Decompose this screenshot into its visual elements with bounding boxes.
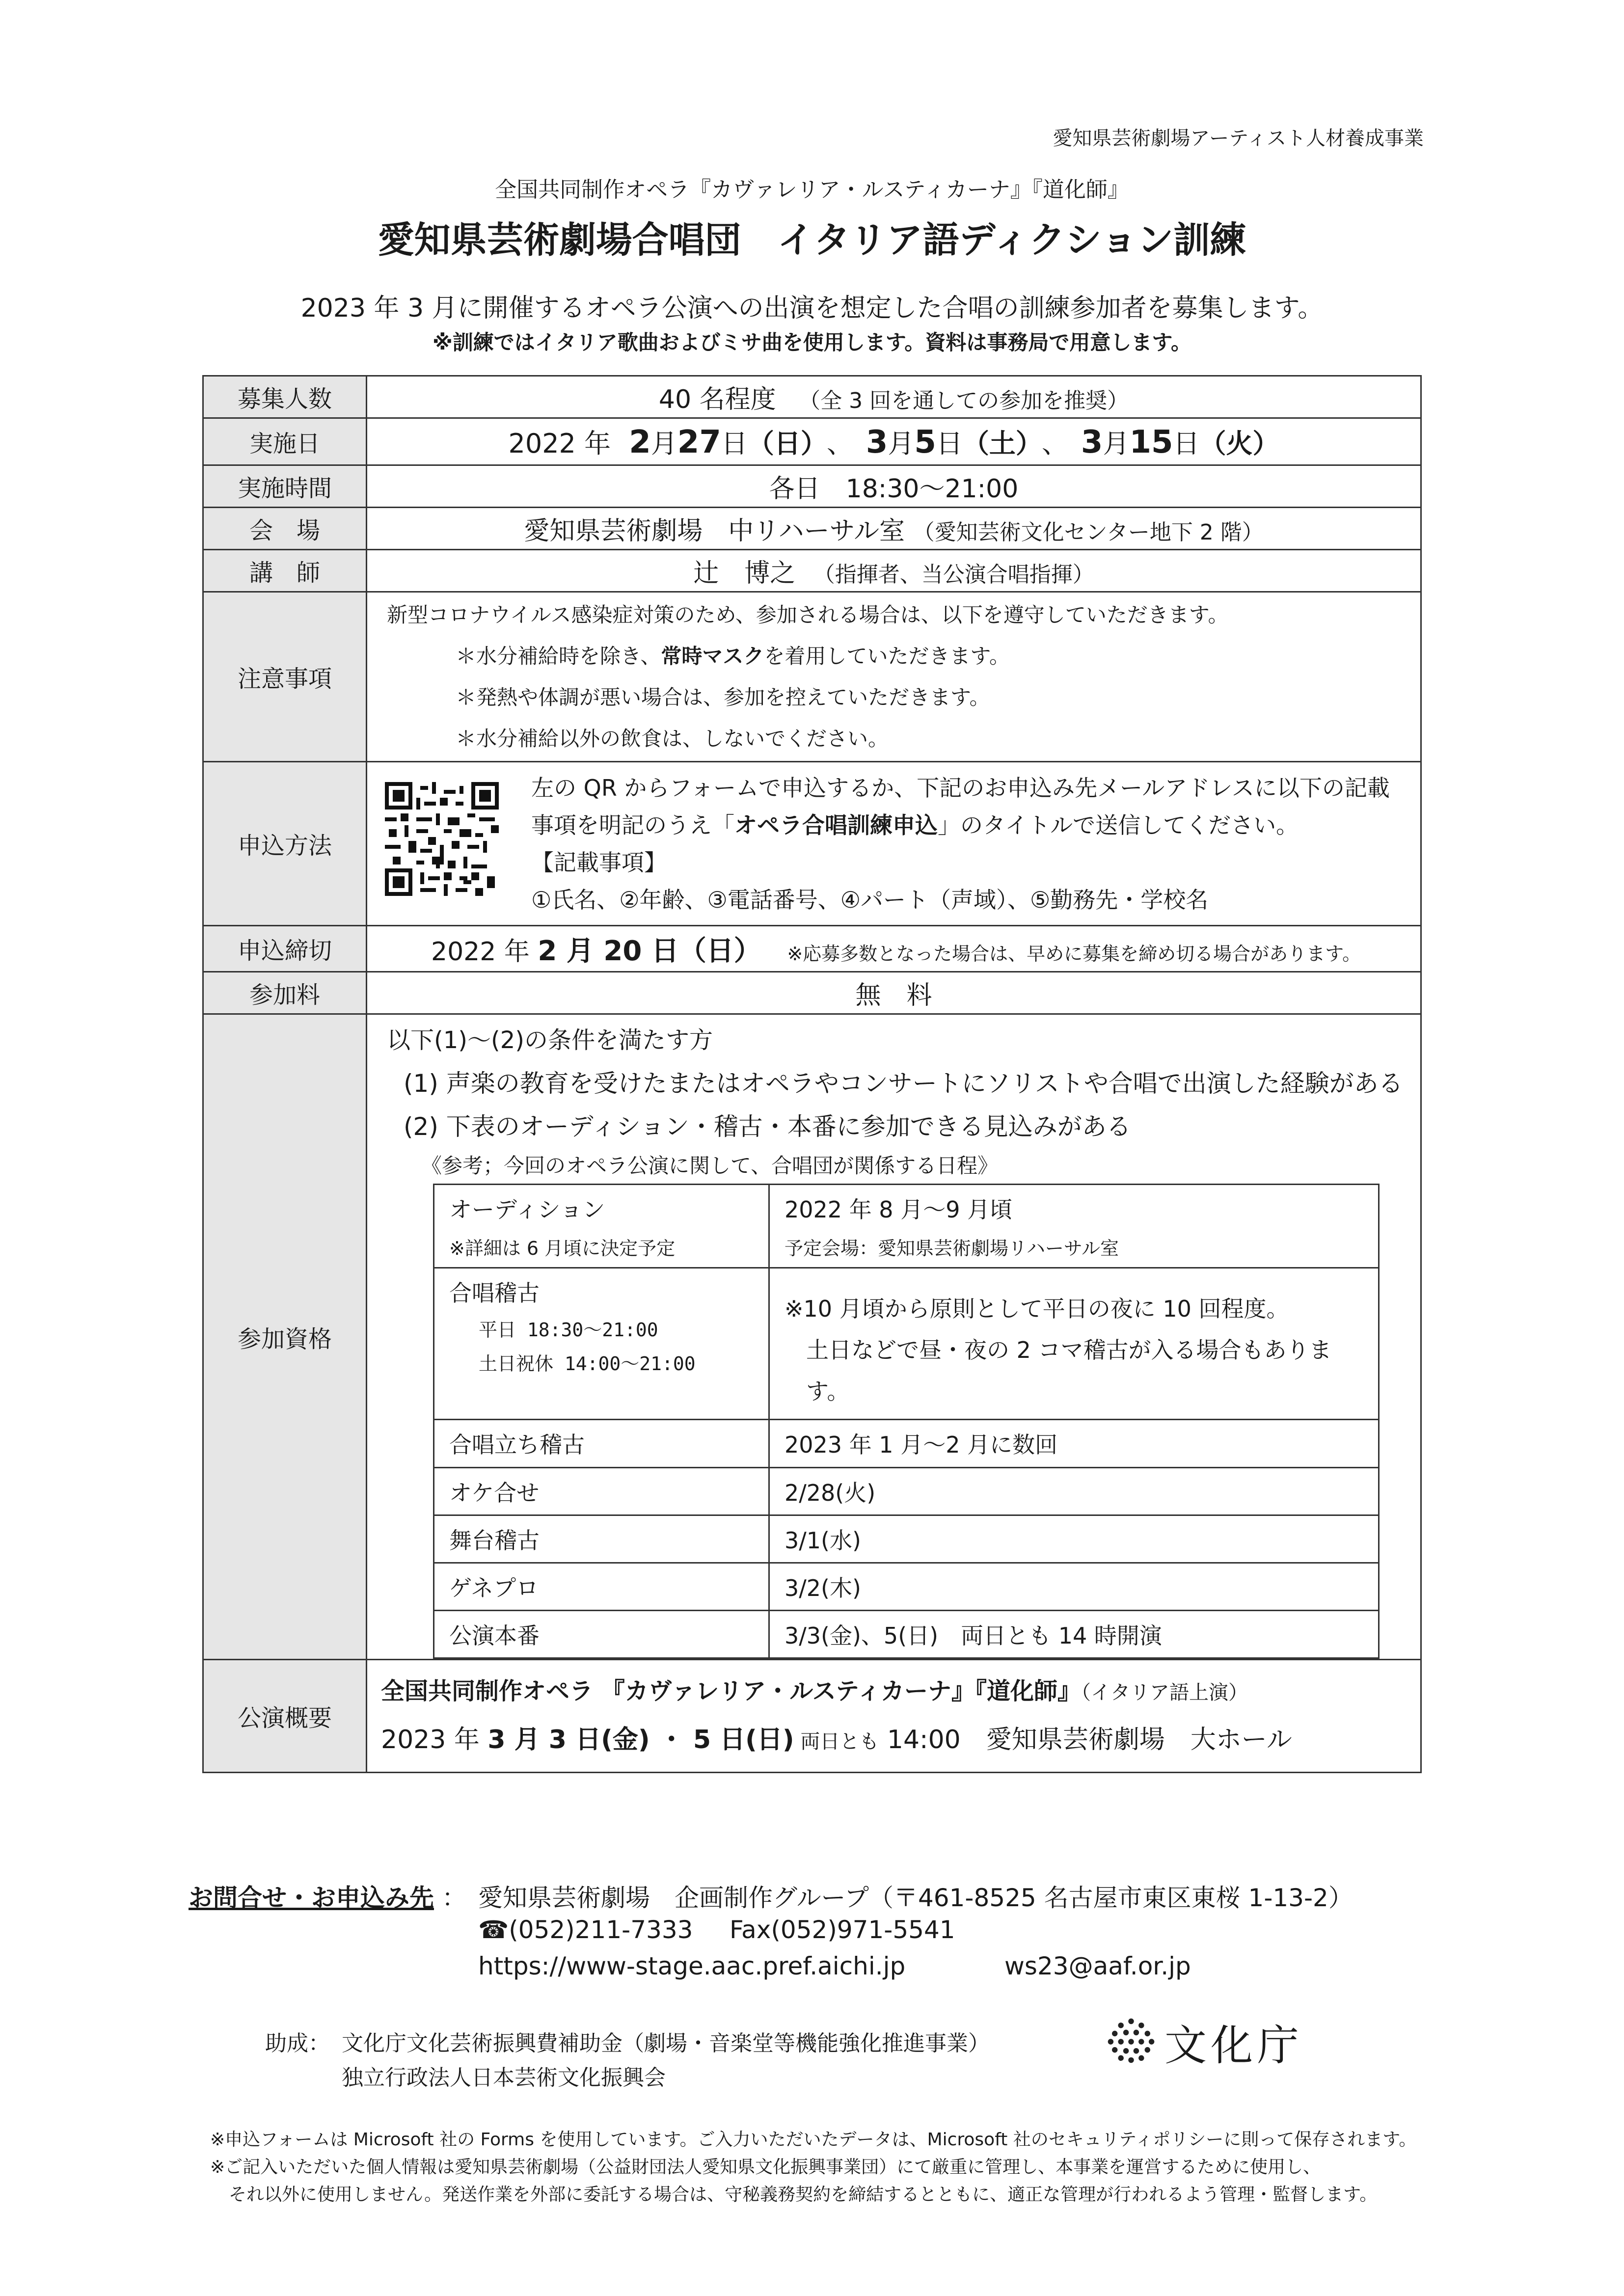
date-separator: 、 bbox=[1041, 428, 1068, 459]
footnote-privacy-1: ※ご記入いただいた個人情報は愛知県芸術劇場（公益財団法人愛知県文化振興事業団）にて厳重に管理し、本事業を運営するために使用し、 bbox=[210, 2157, 1321, 2177]
schedule-name: オーディション bbox=[449, 1196, 605, 1223]
date1-weekday: （日） bbox=[747, 428, 814, 459]
day-unit: 日 bbox=[936, 428, 963, 459]
schedule-name-cell bbox=[434, 1185, 769, 1268]
schedule-row bbox=[434, 1563, 1379, 1611]
contact-label: お問合せ・お申込み先 bbox=[189, 1884, 434, 1912]
schedule-name: 公演本番 bbox=[449, 1622, 540, 1649]
schedule-detail-cell bbox=[769, 1468, 1379, 1515]
row-apply bbox=[203, 762, 1421, 926]
date2-weekday: （土） bbox=[962, 428, 1029, 459]
bunkacho-logo bbox=[1106, 2015, 1303, 2069]
date1-month: 2 bbox=[629, 424, 651, 460]
schedule-row bbox=[434, 1185, 1379, 1268]
contact-url-link[interactable]: https://www-stage.aac.pref.aichi.jp bbox=[478, 1952, 906, 1980]
date3-day: 15 bbox=[1129, 424, 1173, 460]
footnote-forms: ※申込フォームは Microsoft 社の Forms を使用しています。ご入力いただいたデータは、Microsoft 社のセキュリティポリシーに則って保存されます。 bbox=[210, 2130, 1417, 2150]
date1-day: 27 bbox=[677, 424, 721, 460]
bunkacho-logo-icon bbox=[1106, 2016, 1157, 2067]
schedule-sub: ※詳細は 6 月頃に決定予定 bbox=[449, 1238, 676, 1259]
schedule-detail-sub: 予定会場：愛知県芸術劇場リハーサル室 bbox=[785, 1238, 1119, 1259]
schedule-name-cell bbox=[434, 1420, 769, 1468]
schedule-name-cell bbox=[434, 1515, 769, 1563]
label-qualify: 参加資格 bbox=[203, 1014, 367, 1660]
row-qualify bbox=[203, 1014, 1421, 1660]
schedule-name-cell bbox=[434, 1611, 769, 1658]
summary-date-line bbox=[381, 1716, 1420, 1765]
schedule-row bbox=[434, 1515, 1379, 1563]
schedule-row bbox=[434, 1420, 1379, 1468]
schedule-detail: 3/3(金)、5(日) 両日とも 14 時開演 bbox=[785, 1622, 1162, 1649]
schedule-detail-cell bbox=[769, 1420, 1379, 1468]
page-title: 愛知県芸術劇場合唱団 イタリア語ディクション訓練 bbox=[378, 219, 1246, 261]
summary-time-venue: 14:00 愛知県芸術劇場 大ホール bbox=[879, 1725, 1292, 1755]
schedule-detail-cell bbox=[769, 1515, 1379, 1563]
caution-item-eating: ＊水分補給以外の飲食は、しないでください。 bbox=[456, 726, 889, 751]
row-caution bbox=[203, 592, 1421, 762]
schedule-name-cell bbox=[434, 1563, 769, 1611]
caution-intro: 新型コロナウイルス感染症対策のため、参加される場合は、以下を遵守していただきます。 bbox=[387, 602, 1229, 627]
contact-fax: Fax(052)971-5541 bbox=[730, 1916, 955, 1944]
recruit-count: 40 名程度 bbox=[658, 385, 776, 414]
row-dates bbox=[203, 418, 1421, 465]
row-venue bbox=[203, 508, 1421, 550]
summary-dates: 3 月 3 日(金) ・ 5 日(日) bbox=[487, 1725, 794, 1755]
day-unit: 日 bbox=[721, 428, 748, 459]
dates-year: 2022 年 bbox=[508, 428, 611, 459]
schedule-name-cell bbox=[434, 1468, 769, 1515]
label-venue: 会 場 bbox=[203, 508, 367, 550]
recruit-note: （全 3 回を通しての参加を推奨） bbox=[799, 388, 1129, 413]
support-line-1: 文化庁文化芸術振興費補助金（劇場・音楽堂等機能強化推進事業） bbox=[342, 2031, 990, 2056]
row-fee bbox=[203, 972, 1421, 1014]
summary-title: 全国共同制作オペラ 『カヴァレリア・ルスティカーナ』『道化師』 bbox=[381, 1677, 1081, 1705]
summary-both-days: 両日とも bbox=[794, 1730, 879, 1753]
month-unit: 月 bbox=[1103, 428, 1130, 459]
apply-line-2 bbox=[531, 807, 1420, 844]
schedule-row bbox=[434, 1611, 1379, 1658]
schedule-detail: 3/2(木) bbox=[785, 1575, 861, 1601]
intro-note: ※訓練ではイタリア歌曲およびミサ曲を使用します。資料は事務局で用意します。 bbox=[432, 330, 1192, 354]
qualify-intro: 以下(1)～(2)の条件を満たす方 bbox=[387, 1026, 713, 1054]
row-instructor bbox=[203, 550, 1421, 592]
schedule-detail: 2023 年 1 月～2 月に数回 bbox=[785, 1432, 1058, 1458]
schedule-detail: 2022 年 8 月～9 月頃 bbox=[785, 1196, 1013, 1223]
apply-line-2-prefix: 事項を明記のうえ「 bbox=[531, 811, 734, 838]
schedule-reference: 《参考；今回のオペラ公演に関して、合唱団が関係する日程》 bbox=[421, 1154, 999, 1178]
row-time bbox=[203, 465, 1421, 508]
summary-title-note: （イタリア語上演） bbox=[1081, 1681, 1248, 1704]
caution-mask-emphasis: 常時マスク bbox=[661, 644, 764, 668]
apply-items: ①氏名、②年齢、③電話番号、④パート（声域）、⑤勤務先・学校名 bbox=[531, 886, 1209, 913]
date3-weekday: （火） bbox=[1199, 428, 1279, 459]
date2-day: 5 bbox=[914, 424, 936, 460]
label-time: 実施時間 bbox=[203, 465, 367, 508]
caution-mask-suffix: を着用していただきます。 bbox=[764, 644, 1010, 668]
qr-code-icon[interactable] bbox=[385, 782, 499, 896]
date-separator: 、 bbox=[826, 428, 853, 459]
info-table bbox=[202, 375, 1422, 1773]
opera-subtitle: 全国共同制作オペラ『カヴァレリア・ルスティカーナ』『道化師』 bbox=[495, 177, 1129, 202]
value-dates bbox=[367, 418, 1421, 465]
caution-item-mask bbox=[387, 636, 1420, 677]
label-caution: 注意事項 bbox=[203, 592, 367, 762]
contact-email-link[interactable]: ws23@aaf.or.jp bbox=[1004, 1952, 1191, 1980]
schedule-detail-cell bbox=[769, 1611, 1379, 1658]
label-dates: 実施日 bbox=[203, 418, 367, 465]
value-recruit bbox=[367, 376, 1421, 418]
month-unit: 月 bbox=[650, 428, 677, 459]
apply-line-1: 左の QR からフォームで申込するか、下記のお申込み先メールアドレスに以下の記載 bbox=[531, 774, 1390, 801]
caution-mask-prefix: ＊水分補給時を除き、 bbox=[456, 644, 661, 668]
contact-phone[interactable]: ☎(052)211-7333 bbox=[478, 1916, 693, 1944]
value-fee: 無 料 bbox=[367, 972, 1421, 1014]
venue-note: （愛知芸術文化センター地下 2 階） bbox=[913, 520, 1264, 545]
label-fee: 参加料 bbox=[203, 972, 367, 1014]
value-qualify bbox=[367, 1014, 1421, 1660]
summary-title-line bbox=[381, 1667, 1420, 1716]
schedule-detail-cell bbox=[769, 1185, 1379, 1268]
schedule-name: 合唱立ち稽古 bbox=[449, 1432, 585, 1458]
deadline-date: 2 月 20 日（日） bbox=[538, 935, 761, 967]
intro-text: 2023 年 3 月に開催するオペラ公演への出演を想定した合唱の訓練参加者を募集します。 bbox=[300, 294, 1324, 323]
label-summary: 公演概要 bbox=[203, 1660, 367, 1773]
value-venue bbox=[367, 508, 1421, 550]
month-unit: 月 bbox=[888, 428, 915, 459]
value-deadline bbox=[367, 926, 1421, 972]
date3-month: 3 bbox=[1081, 424, 1103, 460]
venue-name: 愛知県芸術劇場 中リハーサル室 bbox=[524, 516, 905, 546]
label-deadline: 申込締切 bbox=[203, 926, 367, 972]
date2-month: 3 bbox=[866, 424, 888, 460]
value-apply bbox=[367, 762, 1421, 926]
schedule-name: 舞台稽古 bbox=[449, 1527, 540, 1554]
deadline-year: 2022 年 bbox=[431, 937, 530, 967]
row-summary bbox=[203, 1660, 1421, 1773]
footnote-privacy-2: それ以外に使用しません。発送作業を外部に委託する場合は、守秘義務契約を締結するとともに、適正な管理が行われるよう管理・監督します。 bbox=[229, 2185, 1378, 2205]
support-line-2: 独立行政法人日本芸術文化振興会 bbox=[342, 2065, 666, 2090]
schedule-row bbox=[434, 1268, 1379, 1420]
schedule-detail-cell bbox=[769, 1268, 1379, 1420]
schedule-detail: ※10 月頃から原則として平日の夜に 10 回程度。 bbox=[785, 1296, 1289, 1322]
value-time: 各日 18:30～21:00 bbox=[367, 465, 1421, 508]
apply-subject: オペラ合唱訓練申込 bbox=[734, 811, 938, 838]
instructor-name: 辻 博之 bbox=[693, 559, 796, 588]
label-instructor: 講 師 bbox=[203, 550, 367, 592]
contact-org: 愛知県芸術劇場 企画制作グループ（〒461-8525 名古屋市東区東桜 1-13-2） bbox=[478, 1884, 1353, 1912]
contact-colon: ： bbox=[442, 1884, 466, 1912]
schedule-sub: 土日祝休 14:00～21:00 bbox=[479, 1353, 696, 1375]
schedule-row bbox=[434, 1468, 1379, 1515]
value-instructor bbox=[367, 550, 1421, 592]
qualify-condition-1: (1) 声楽の教育を受けたまたはオペラやコンサートにソリストや合唱で出演した経験がある bbox=[404, 1069, 1403, 1098]
label-apply: 申込方法 bbox=[203, 762, 367, 926]
apply-items-heading: 【記載事項】 bbox=[531, 849, 667, 876]
schedule-detail: 2/28(火) bbox=[785, 1480, 876, 1506]
schedule-name: オケ合せ bbox=[449, 1480, 540, 1506]
value-caution bbox=[367, 592, 1421, 762]
label-recruit: 募集人数 bbox=[203, 376, 367, 418]
schedule-name: ゲネプロ bbox=[449, 1575, 539, 1601]
apply-line-2-suffix: 」のタイトルで送信してください。 bbox=[938, 811, 1299, 838]
schedule-name-cell bbox=[434, 1268, 769, 1420]
bunkacho-logo-text: 文化庁 bbox=[1164, 2021, 1303, 2070]
qualify-condition-2: (2) 下表のオーディション・稽古・本番に参加できる見込みがある bbox=[404, 1112, 1131, 1141]
caution-item-fever: ＊発熱や体調が悪い場合は、参加を控えていただきます。 bbox=[456, 685, 990, 709]
program-name: 愛知県芸術劇場アーティスト人材養成事業 bbox=[1053, 127, 1424, 150]
value-summary bbox=[367, 1660, 1421, 1773]
summary-year: 2023 年 bbox=[381, 1725, 488, 1755]
day-unit: 日 bbox=[1173, 428, 1200, 459]
schedule-detail-sub: 土日などで昼・夜の 2 コマ稽古が入る場合もあります。 bbox=[806, 1337, 1332, 1405]
support-label: 助成： bbox=[265, 2031, 330, 2056]
instructor-note: （指揮者、当公演合唱指揮） bbox=[813, 562, 1094, 587]
schedule-sub: 平日 18:30～21:00 bbox=[479, 1319, 658, 1341]
schedule-detail: 3/1(水) bbox=[785, 1527, 861, 1554]
apply-instructions bbox=[531, 769, 1420, 918]
row-deadline bbox=[203, 926, 1421, 972]
schedule-name: 合唱稽古 bbox=[449, 1280, 540, 1306]
row-recruit bbox=[203, 376, 1421, 418]
schedule-table bbox=[433, 1184, 1380, 1659]
deadline-note: ※応募多数となった場合は、早めに募集を締め切る場合があります。 bbox=[787, 943, 1361, 965]
schedule-detail-cell bbox=[769, 1563, 1379, 1611]
